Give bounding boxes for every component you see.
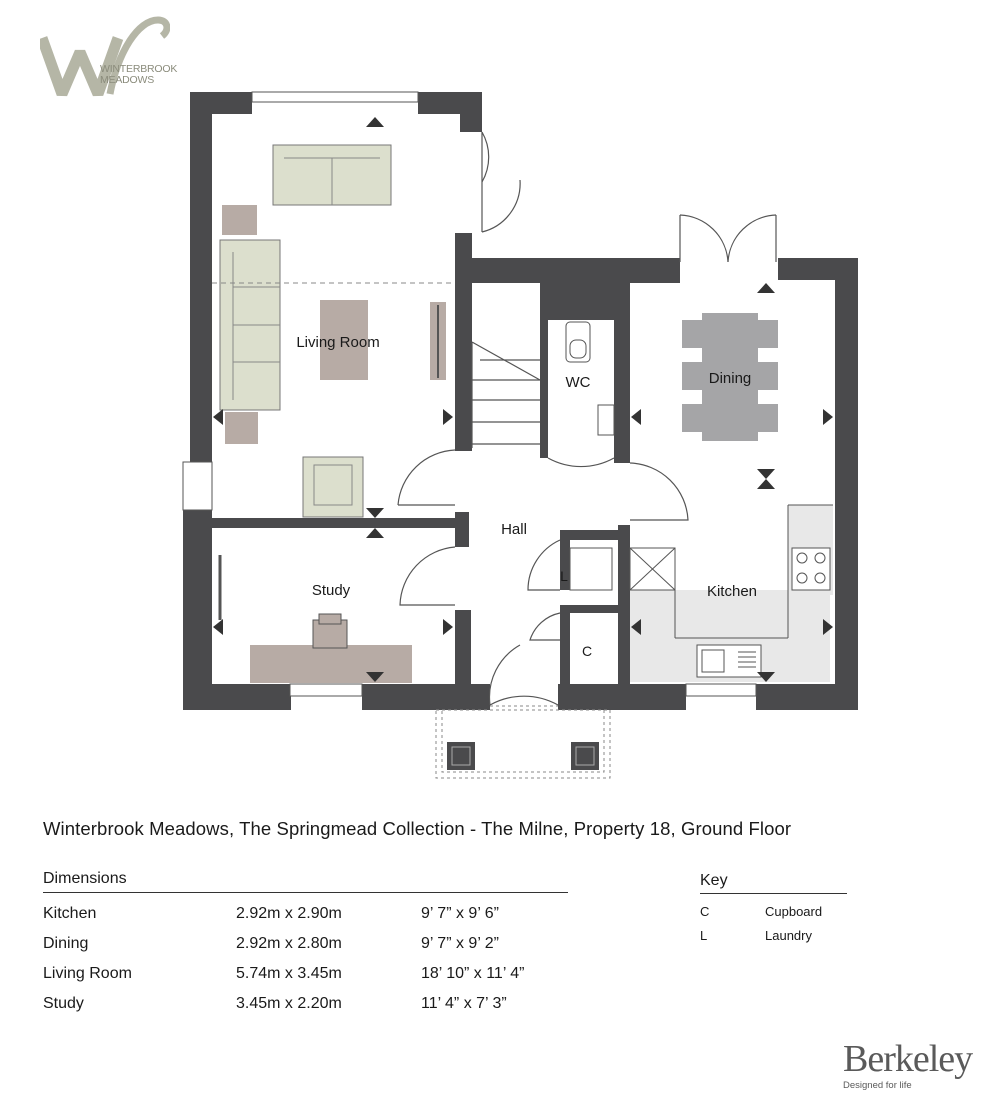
side-table-bottom	[225, 412, 258, 444]
hob-icon	[792, 548, 830, 590]
tv-unit	[430, 302, 446, 380]
brand-name: Berkeley	[843, 1038, 973, 1080]
brand-tagline: Designed for life	[843, 1080, 912, 1091]
room-label-dining: Dining	[708, 370, 752, 387]
study-chair	[313, 614, 347, 648]
kitchen-door-swing	[630, 463, 688, 520]
staircase	[472, 342, 540, 448]
living-sofa-top	[273, 145, 391, 205]
toilet-icon	[566, 322, 590, 362]
dimensions-room: Dining	[43, 935, 89, 952]
berkeley-logo	[843, 1040, 972, 1091]
dimensions-metric: 3.45m x 2.20m	[236, 995, 342, 1012]
key-heading: Key	[700, 872, 847, 894]
logo-line-1: WINTERBROOK	[100, 63, 178, 75]
side-table-top	[222, 205, 257, 235]
plan-title: Winterbrook Meadows, The Springmead Collection - The Milne, Property 18, Ground Floor	[43, 818, 792, 839]
room-label-living-room: Living Room	[296, 334, 380, 351]
living-door-swing	[398, 450, 455, 505]
dimensions-imperial: 9’ 7” x 9’ 2”	[421, 935, 499, 952]
study-window	[290, 684, 362, 696]
dimensions-row	[43, 929, 568, 959]
room-label-wc: WC	[565, 374, 591, 391]
front-door-swing	[490, 696, 558, 705]
dimensions-room: Study	[43, 995, 84, 1012]
dimensions-row	[43, 959, 568, 989]
key-row	[700, 899, 847, 923]
key-code: L	[700, 927, 708, 943]
dimensions-imperial: 11’ 4” x 7’ 3”	[421, 995, 507, 1012]
room-label-hall: Hall	[501, 521, 527, 538]
room-label-cupboard: C	[581, 643, 593, 659]
basin-icon	[598, 405, 614, 435]
study-door-swing	[400, 547, 455, 605]
dimensions-heading: Dimensions	[43, 870, 568, 893]
dimensions-metric: 5.74m x 3.45m	[236, 965, 342, 982]
living-side-window	[183, 462, 212, 510]
room-label-study: Study	[311, 582, 351, 599]
dining-french-doors	[680, 215, 776, 262]
sink-icon	[697, 645, 761, 677]
dimensions-room: Living Room	[43, 965, 132, 982]
key-code: C	[700, 903, 710, 919]
room-label-laundry: L	[560, 568, 568, 584]
dimensions-table	[43, 870, 568, 1019]
logo-line-2: MEADOWS	[100, 74, 155, 86]
dimensions-row	[43, 899, 568, 929]
living-french-doors	[482, 132, 520, 232]
key-meaning: Cupboard	[765, 903, 823, 919]
armchair	[303, 457, 363, 517]
study-desk	[250, 645, 412, 683]
porch	[436, 706, 610, 778]
dimensions-room: Kitchen	[43, 905, 97, 922]
cupboard-door-swing	[530, 613, 560, 640]
room-label-kitchen: Kitchen	[706, 583, 758, 600]
dimensions-imperial: 9’ 7” x 9’ 6”	[421, 905, 499, 922]
laundry-door-swing	[528, 540, 560, 590]
key-table	[700, 872, 847, 947]
kitchen-window	[686, 684, 756, 696]
dimensions-metric: 2.92m x 2.90m	[236, 905, 342, 922]
living-window	[252, 92, 418, 102]
dimensions-row	[43, 989, 568, 1019]
laundry-appliance	[570, 548, 612, 590]
key-row	[700, 923, 847, 947]
wc-door-swing	[548, 458, 614, 467]
dimensions-imperial: 18’ 10” x 11’ 4”	[421, 965, 525, 982]
key-meaning: Laundry	[765, 927, 812, 943]
dimensions-metric: 2.92m x 2.80m	[236, 935, 342, 952]
living-sofa-left	[220, 240, 280, 410]
